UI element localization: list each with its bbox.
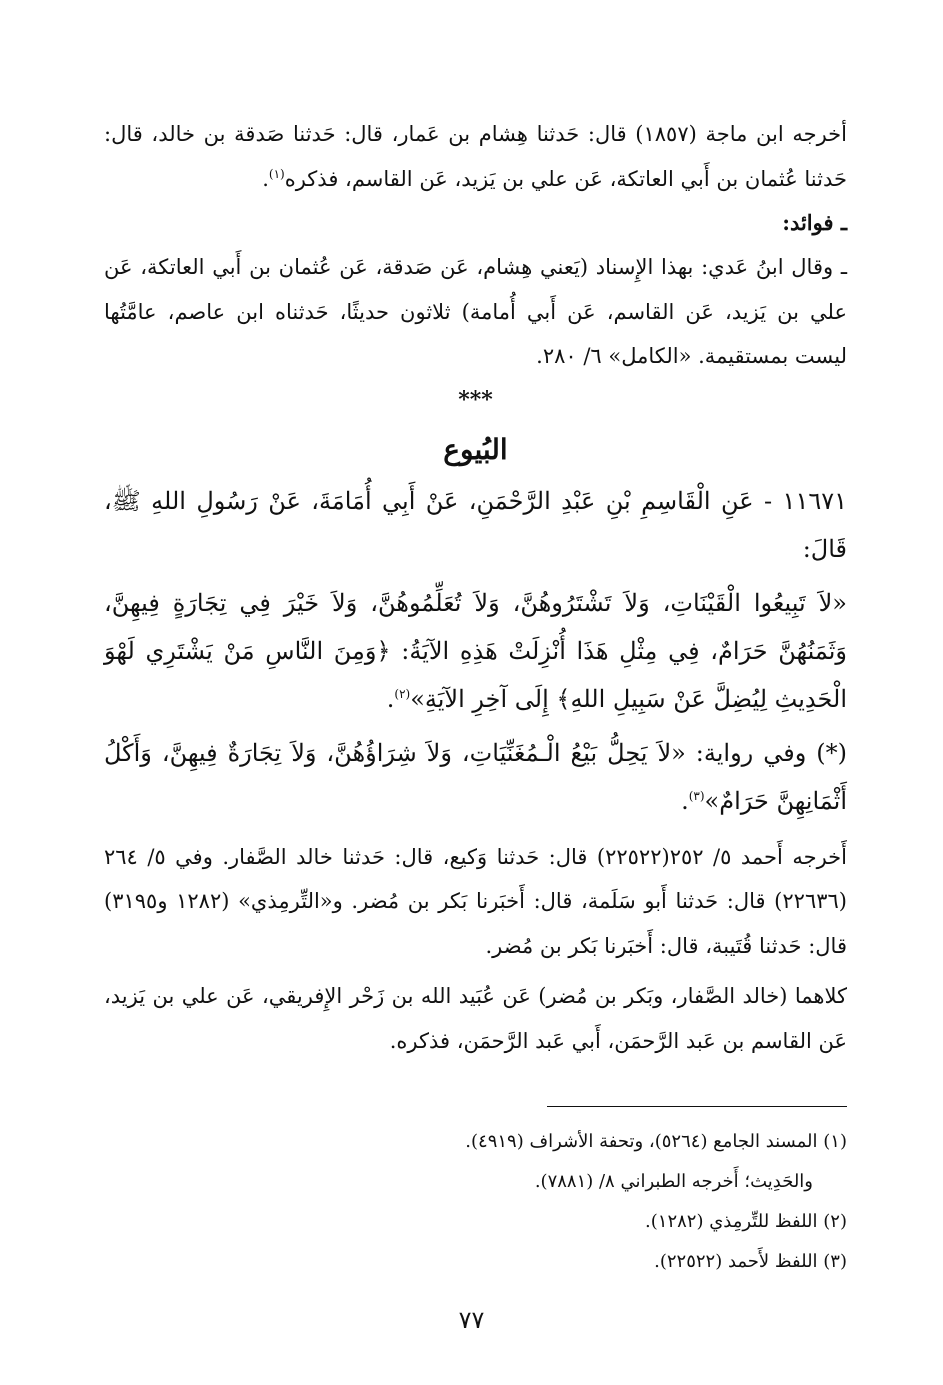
kilahuma-paragraph: كلاهما (خالد الصَّفار، وبَكر بن مُضر) عَن عُبَيد الله بن زَحْر الإِفريقي، عَن علي بن يَزيد، عَن القاسم بن عَبد الرَّحمَن، أَبي عَبد الرَّحمَن، فذكره.: [104, 984, 847, 1053]
fawaid-heading: ـ فوائد:: [782, 210, 847, 235]
takhrij-paragraph-top: [104, 112, 847, 201]
hadith-matn-text: «لاَ تَبِيعُوا الْقَيْنَاتِ، وَلاَ تَشْتَرُوهُنَّ، وَلاَ تُعَلِّمُوهُنَّ، وَلاَ خَيْرَ فِي تِجَارَةٍ فِيهِنَّ، وَثَمَنُهُنَّ حَرَامٌ، فِي مِثْلِ هَذَا أُنْزِلَتْ هَذِهِ الآيَةُ: ﴿وَمِنَ النَّاسِ مَنْ يَشْتَرِي لَهْوَ الْحَدِيثِ لِيُضِلَّ عَنْ سَبِيلِ اللهِ﴾ إِلَى آخِرِ الآيَةِ»: [104, 588, 847, 713]
footnote-1: (١) المسند الجامع (٥٢٦٤)، وتحفة الأشراف (٤٩١٩).: [465, 1131, 847, 1152]
footnote-2: (٢) اللفظ للتِّرمِذي (١٢٨٢).: [645, 1211, 847, 1232]
footnote-divider: [547, 1106, 847, 1107]
footnote-ref-2[interactable]: (٢): [394, 686, 411, 701]
footnote-ref-1[interactable]: (١): [268, 166, 285, 181]
hadith-isnad: ١١٦٧١ - عَنِ الْقَاسِمِ بْنِ عَبْدِ الرَّحْمَنِ، عَنْ أَبِي أُمَامَةَ، عَنْ رَسُولِ اللهِ ﷺ، قَالَ:: [104, 486, 847, 563]
takhrij-top-text: أخرجه ابن ماجة (١٨٥٧) قال: حَدثنا هِشام بن عَمار، قال: حَدثنا صَدقة بن خالد، قال: حَدثنا عُثمان بن أَبي العاتكة، عَن علي بن يَزيد، عَن القاسم، فذكره: [104, 122, 847, 191]
takhrij-top-end: .: [262, 166, 269, 191]
footnote-3: (٣) اللفظ لأَحمد (٢٢٥٢٢).: [654, 1251, 847, 1272]
footnotes: [104, 1122, 847, 1282]
footnote-ref-3[interactable]: (٣): [688, 788, 705, 803]
hadith-riwaya-text: (*) وفي رواية: «لاَ يَحِلُّ بَيْعُ الْـمُغَنِّيَاتِ، وَلاَ شِرَاؤُهُنَّ، وَلاَ تِجَارَةٌ فِيهِنَّ، وَأَكْلُ أَثْمَانِهِنَّ حَرَامٌ»: [104, 738, 847, 815]
section-title: البُيوع: [443, 432, 508, 466]
hadith-matn: «لاَ تَبِيعُوا الْقَيْنَاتِ، وَلاَ تَشْتَرُوهُنَّ، وَلاَ تُعَلِّمُوهُنَّ، وَلاَ خَيْرَ فِي تِجَارَةٍ فِيهِنَّ، وَثَمَنُهُنَّ حَرَامٌ، فِي مِثْلِ هَذَا أُنْزِلَتْ هَذِهِ الآيَةُ: ﴿وَمِنَ النَّاسِ مَنْ يَشْتَرِي لَهْوَ الْحَدِيثِ لِيُضِلَّ عَنْ سَبِيلِ اللهِ﴾ إِلَى آخِرِ الآيَةِ»$^{(٢)}$.: [104, 588, 847, 713]
hadith-riwaya: (*) وفي رواية: «لاَ يَحِلُّ بَيْعُ الْـمُغَنِّيَاتِ، وَلاَ شِرَاؤُهُنَّ، وَلاَ تِجَارَةٌ فِيهِنَّ، وَأَكْلُ أَثْمَانِهِنَّ حَرَامٌ»$^{(٣)}$.: [104, 738, 847, 815]
page-number: ٧٧: [458, 1306, 485, 1334]
section-separator: ***: [458, 386, 493, 413]
takhrij-main-paragraph: أَخرجه أَحمد ٥/ ٢٥٢(٢٢٥٢٢) قال: حَدثنا وَكيع، قال: حَدثنا خالد الصَّفار. وفي ٥/ ٢٦٤ (٢٢٦٣٦) قال: حَدثنا أَبو سَلَمة، قال: أَخبَرنا بَكر بن مُضر. و«التِّرمِذي» (١٢٨٢ و٣١٩٥) قال: حَدثنا قُتَيبة، قال: أَخبَرنا بَكر بن مُضر.: [104, 844, 847, 958]
fawaid-paragraph: ـ وقال ابنُ عَدي: بهذا الإِسناد (يَعني هِشام، عَن صَدقة، عَن عُثمان بن أَبي العاتكة، عَن علي بن يَزيد، عَن القاسم، عَن أَبي أُمامة) ثلاثون حديثًا، حَدثناه ابن عاصم، عامَّتُها ليست بمستقيمة. «الكامل» ٦/ ٢٨٠.: [104, 255, 847, 368]
footnote-1-continued: والحَدِيث؛ أَخرجه الطبراني ٨/ (٧٨٨١).: [534, 1171, 813, 1192]
